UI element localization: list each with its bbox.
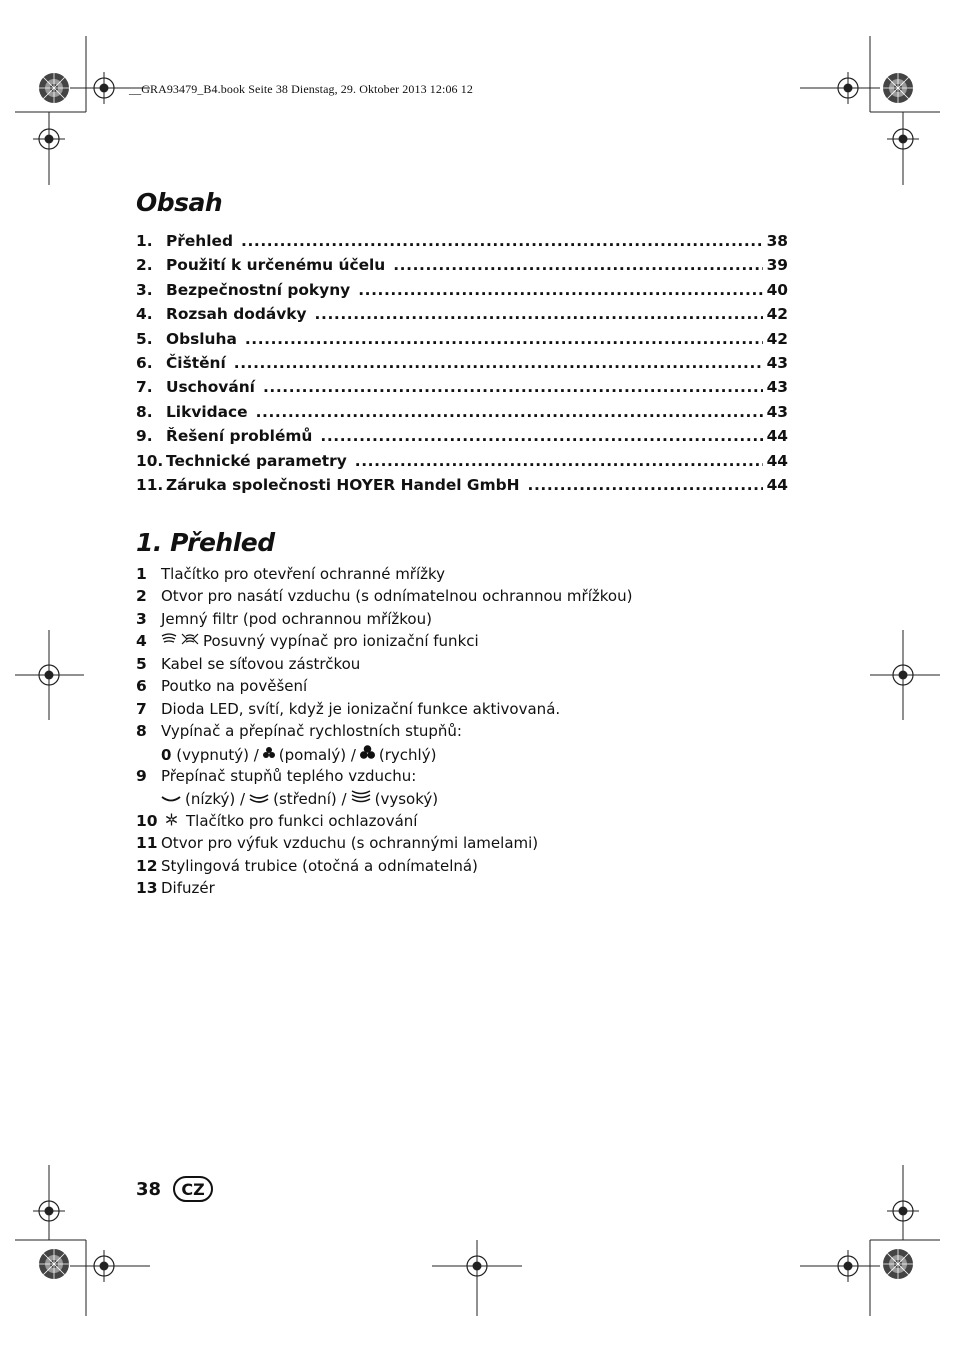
toc-entry-number: 8.: [136, 402, 153, 421]
heat-mid-icon: [249, 790, 269, 808]
heat-low-label: (nízký) /: [185, 790, 246, 809]
toc-entry-page: 43: [766, 378, 788, 397]
heat-mid-label: (střední) /: [273, 790, 347, 809]
toc-dot-leader: [393, 256, 762, 274]
language-badge: CZ: [173, 1176, 213, 1202]
list-item: [136, 834, 632, 856]
toc-entry-number: 1.: [136, 232, 153, 250]
ion-off-icon: [161, 632, 177, 650]
heat-high-icon: [351, 789, 371, 808]
page-footer: [136, 1176, 213, 1202]
list-item: [136, 610, 632, 632]
parts-list: [136, 565, 632, 902]
speed-settings-line: [136, 745, 632, 767]
item-text: Stylingová trubice (otočná a odnímatelná): [161, 856, 478, 875]
toc-entry-number: 2.: [136, 256, 153, 275]
toc-entry: [136, 305, 788, 329]
heat-high-label: (vysoký): [374, 790, 439, 809]
toc-entry: [136, 403, 788, 427]
fan-slow-icon: [263, 746, 275, 764]
toc-entry: [136, 256, 788, 280]
page-number: 38: [136, 1178, 162, 1200]
list-item: [136, 767, 632, 789]
toc-entry-number: 9.: [136, 427, 153, 446]
list-item: [136, 879, 632, 901]
toc-entry-title: Záruka společnosti HOYER Handel GmbH: [166, 475, 520, 494]
toc-entry: [136, 378, 788, 402]
heat-low-icon: [161, 790, 181, 808]
toc-dot-leader: [358, 281, 762, 299]
toc-dot-leader: [320, 427, 762, 445]
toc-dot-leader: [263, 378, 763, 396]
item-number: 2: [136, 587, 147, 606]
heat-settings-line: [136, 789, 632, 811]
item-number: 12: [136, 856, 158, 875]
fan-fast-icon: [360, 745, 375, 764]
list-item: [136, 700, 632, 722]
table-of-contents: [136, 232, 788, 500]
toc-entry-page: 42: [766, 305, 788, 324]
toc-entry-page: 40: [766, 280, 788, 299]
item-number: 5: [136, 654, 147, 673]
list-item: [136, 632, 632, 654]
toc-entry-title: Likvidace: [166, 402, 248, 421]
toc-entry-title: Uschování: [166, 378, 255, 397]
item-text: Jemný filtr (pod ochrannou mřížkou): [161, 609, 432, 628]
toc-entry-title: Přehled: [166, 232, 233, 250]
item-number: 4: [136, 632, 147, 651]
item-number: 10: [136, 811, 158, 830]
toc-entry-number: 11.: [136, 475, 164, 494]
list-item: [136, 587, 632, 609]
item-number: 8: [136, 722, 147, 741]
item-text: Tlačítko pro otevření ochranné mřížky: [161, 565, 446, 583]
toc-entry-number: 5.: [136, 329, 153, 348]
toc-dot-leader: [234, 354, 763, 372]
snowflake-icon: [165, 812, 178, 830]
toc-entry: [136, 232, 788, 256]
toc-entry-title: Použití k určenému účelu: [166, 256, 386, 275]
list-item: [136, 857, 632, 879]
item-number: 9: [136, 766, 147, 785]
item-text: Otvor pro výfuk vzduchu (s ochrannými lamelami): [161, 834, 539, 853]
toc-entry-page: 44: [766, 475, 788, 494]
list-item: [136, 677, 632, 699]
toc-entry: [136, 452, 788, 476]
toc-dot-leader: [241, 232, 763, 250]
item-number: 6: [136, 677, 147, 696]
item-text: Difuzér: [161, 879, 215, 898]
toc-entry-page: 39: [766, 256, 788, 275]
toc-entry-page: 38: [766, 232, 788, 250]
item-text: Přepínač stupňů teplého vzduchu:: [161, 766, 417, 785]
section-heading: 1. Přehled: [136, 528, 275, 557]
print-info-line: __GRA93479_B4.book Seite 38 Dienstag, 29. Oktober 2013 12:06 12: [129, 82, 473, 96]
item-text: Otvor pro nasátí vzduchu (s odnímatelnou ochrannou mřížkou): [161, 587, 633, 606]
toc-entry-title: Řešení problémů: [166, 427, 313, 446]
item-text: Posuvný vypínač pro ionizační funkci: [203, 632, 479, 651]
toc-entry-page: 42: [766, 329, 788, 348]
toc-dot-leader: [355, 452, 763, 470]
item-number: 7: [136, 699, 147, 718]
item-number: 13: [136, 879, 158, 898]
toc-dot-leader: [528, 476, 763, 494]
toc-entry: [136, 354, 788, 378]
speed-fast-label: (rychlý): [378, 745, 437, 764]
toc-entry-number: 7.: [136, 378, 153, 397]
toc-entry: [136, 330, 788, 354]
item-number: 3: [136, 609, 147, 628]
item-text: Vypínač a přepínač rychlostních stupňů:: [161, 722, 462, 741]
toc-entry-title: Bezpečnostní pokyny: [166, 280, 351, 299]
toc-dot-leader: [315, 305, 763, 323]
list-item: [136, 655, 632, 677]
toc-entry-page: 43: [766, 353, 788, 372]
toc-entry-page: 44: [766, 451, 788, 470]
toc-entry-title: Rozsah dodávky: [166, 305, 307, 324]
toc-entry-number: 4.: [136, 305, 153, 324]
toc-entry-number: 3.: [136, 280, 153, 299]
toc-entry-page: 43: [766, 402, 788, 421]
speed-slow-label: (pomalý) /: [278, 745, 356, 764]
toc-entry-number: 10.: [136, 451, 164, 470]
toc-entry: [136, 281, 788, 305]
list-item: [136, 812, 632, 834]
toc-entry-title: Technické parametry: [166, 451, 347, 470]
item-number: 1: [136, 565, 147, 583]
speed-off-value: 0: [161, 745, 172, 764]
toc-entry-title: Obsluha: [166, 329, 237, 348]
item-text: Dioda LED, svítí, když je ionizační funkce aktivovaná.: [161, 699, 561, 718]
list-item: [136, 722, 632, 744]
toc-entry-number: 6.: [136, 353, 153, 372]
toc-heading: Obsah: [136, 188, 223, 217]
item-text: Tlačítko pro funkci ochlazování: [186, 811, 418, 830]
toc-entry: [136, 476, 788, 500]
toc-dot-leader: [256, 403, 763, 421]
toc-dot-leader: [245, 330, 763, 348]
list-item: [136, 565, 632, 587]
item-text: Poutko na pověšení: [161, 677, 308, 696]
item-number: 11: [136, 834, 158, 853]
item-text: Kabel se síťovou zástrčkou: [161, 654, 361, 673]
ion-on-icon: [181, 632, 199, 650]
toc-entry: [136, 427, 788, 451]
speed-off-label: (vypnutý) /: [176, 745, 259, 764]
toc-entry-title: Čištění: [166, 353, 226, 372]
toc-entry-page: 44: [766, 427, 788, 446]
